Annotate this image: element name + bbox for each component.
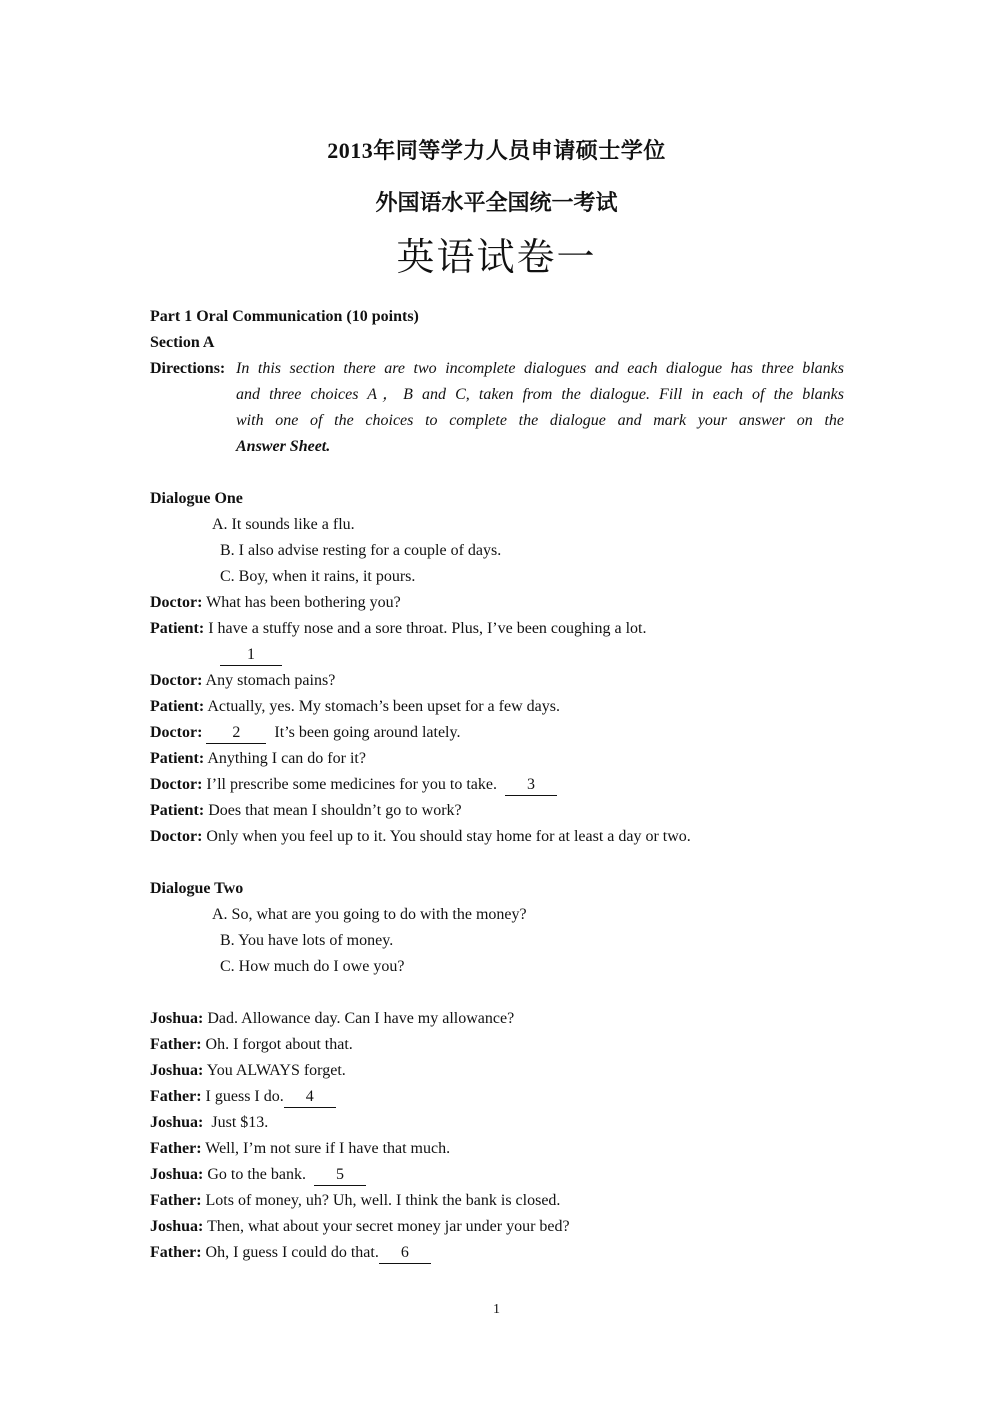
dialogue-two-title: Dialogue Two [150,880,244,897]
choice: C. How much do I owe you? [220,958,405,975]
dialogue-line [150,1084,844,1110]
speaker-label: Joshua: [150,1062,204,1079]
speaker-label: Patient: [150,802,205,819]
section-title: Section A [150,334,215,351]
dialogue-text: Does that mean I shouldn’t go to work? [204,802,462,819]
exam-body [150,304,844,1266]
dialogue-line [150,798,844,824]
speaker-label: Patient: [150,620,205,637]
dialogue-line [150,590,844,616]
dialogue-text: Then, what about your secret money jar under your bed? [203,1218,570,1235]
answer-blank: 6 [379,1243,431,1264]
dialogue-text: It’s been going around lately. [266,724,461,741]
answer-blank: 5 [314,1165,366,1186]
dialogue-line [150,772,844,798]
dialogue-line [150,1240,844,1266]
dialogue-text: I have a stuffy nose and a sore throat. Plus, I’ve been coughing a lot. [204,620,647,637]
choice: C. Boy, when it rains, it pours. [220,568,416,585]
dialogue-two-lines [150,1006,844,1266]
directions-line: In this section there are two incomplete dialogues and each dialogue has three blanks [236,360,844,377]
dialogue-line [150,642,844,668]
dialogue-line [150,1214,844,1240]
speaker-label: Father: [150,1088,202,1105]
choice: A. It sounds like a flu. [212,516,355,533]
dialogue-text: I’ll prescribe some medicines for you to take. [202,776,505,793]
speaker-label: Doctor: [150,724,203,741]
dialogue-line [150,746,844,772]
speaker-label: Joshua: [150,1114,204,1131]
exam-title-line1: 2013年同等学力人员申请硕士学位 [327,138,666,163]
dialogue-text: Dad. Allowance day. Can I have my allowance? [203,1010,515,1027]
speaker-label: Doctor: [150,672,203,689]
dialogue-line [150,1136,844,1162]
speaker-label: Doctor: [150,828,203,845]
dialogue-one-lines [150,590,844,850]
speaker-label: Father: [150,1036,202,1053]
dialogue-line [150,694,844,720]
speaker-label: Patient: [150,698,205,715]
dialogue-line [150,616,844,642]
dialogue-line [150,1058,844,1084]
dialogue-line [150,1188,844,1214]
dialogue-text: Well, I’m not sure if I have that much. [201,1140,451,1157]
dialogue-line [150,720,844,746]
speaker-label: Doctor: [150,776,203,793]
speaker-label: Joshua: [150,1166,204,1183]
dialogue-text: Lots of money, uh? Uh, well. I think the bank is closed. [201,1192,561,1209]
answer-blank: 4 [284,1087,336,1108]
exam-title-line2: 外国语水平全国统一考试 [375,190,618,215]
exam-title-main: 英语试卷一 [396,237,597,279]
dialogue-text: Anything I can do for it? [204,750,366,767]
directions-text [150,356,844,460]
answer-blank: 1 [220,645,282,666]
speaker-label: Father: [150,1192,202,1209]
dialogue-text: Oh, I guess I could do that. [201,1244,379,1261]
directions-label: Directions: [150,360,226,377]
speaker-label: Father: [150,1244,202,1261]
answer-blank: 3 [505,775,557,796]
choice: B. I also advise resting for a couple of days. [220,542,502,559]
directions-line: Answer Sheet. [236,438,331,455]
directions-line: with one of the choices to complete the dialogue and mark your answer on the [236,412,844,429]
dialogue-line [150,1162,844,1188]
dialogue-text: Just $13. [203,1114,269,1131]
choice: B. You have lots of money. [220,932,394,949]
dialogue-line [150,1006,844,1032]
part-title: Part 1 Oral Communication (10 points) [150,308,419,325]
answer-blank: 2 [206,723,266,744]
choice: A. So, what are you going to do with the money? [212,906,527,923]
dialogue-text: What has been bothering you? [202,594,401,611]
dialogue-one-title: Dialogue One [150,490,243,507]
dialogue-text: Only when you feel up to it. You should stay home for at least a day or two. [202,828,691,845]
dialogue-line [150,824,844,850]
speaker-label: Joshua: [150,1218,204,1235]
dialogue-text: Go to the bank. [203,1166,315,1183]
speaker-label: Doctor: [150,594,203,611]
dialogue-text: I guess I do. [201,1088,284,1105]
dialogue-text: You ALWAYS forget. [203,1062,346,1079]
dialogue-line [150,668,844,694]
dialogue-line [150,1032,844,1058]
dialogue-line [150,1110,844,1136]
directions-line: and three choices A，B and C, taken from the dialogue. Fill in each of the blanks [236,386,844,403]
dialogue-text: Oh. I forgot about that. [201,1036,353,1053]
speaker-label: Joshua: [150,1010,204,1027]
speaker-label: Father: [150,1140,202,1157]
speaker-label: Patient: [150,750,205,767]
dialogue-text: Any stomach pains? [202,672,336,689]
dialogue-text: Actually, yes. My stomach’s been upset for a few days. [204,698,560,715]
page-number: 1 [493,1302,500,1317]
